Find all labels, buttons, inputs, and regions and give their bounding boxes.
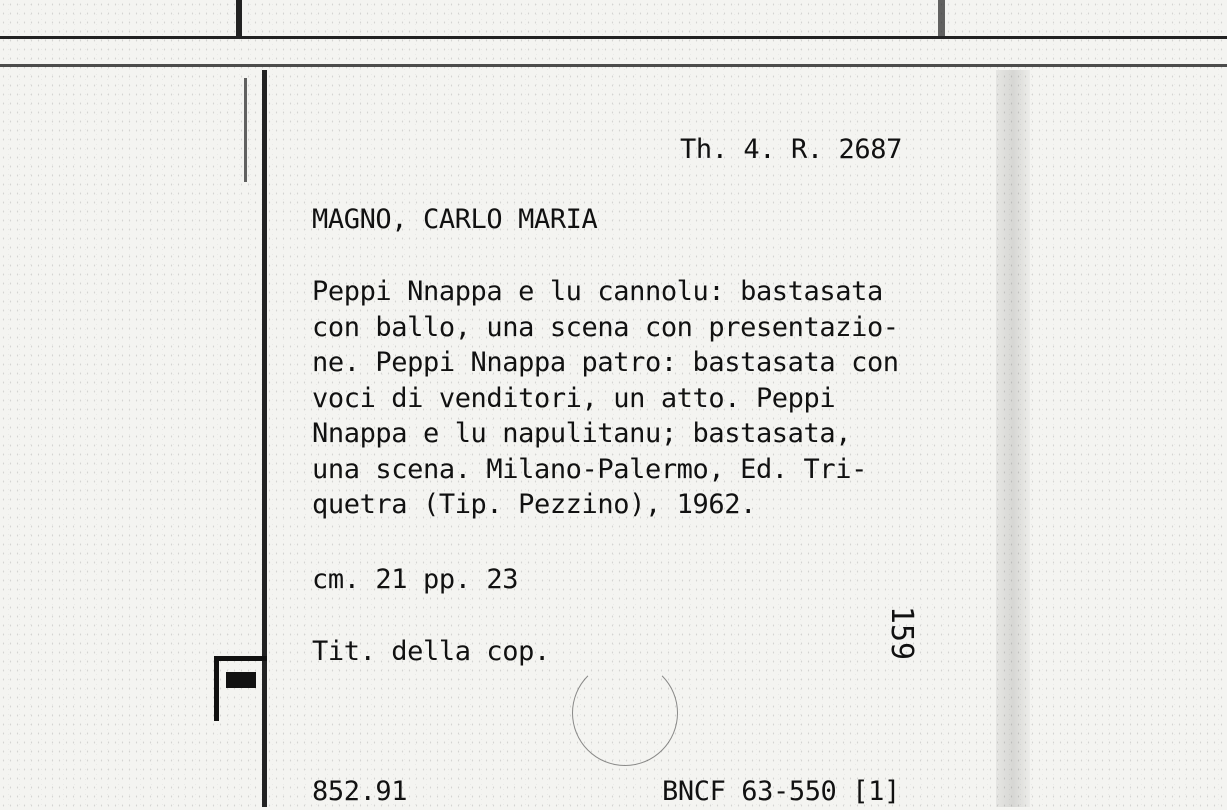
title-note: Tit. della cop. xyxy=(312,636,550,667)
stamp-number: 159 xyxy=(884,605,919,661)
card-clip-inner xyxy=(226,672,256,688)
top-rule-2 xyxy=(0,64,1227,67)
description-line: quetra (Tip. Pezzino), 1962. xyxy=(312,489,756,520)
description-line: una scena. Milano-Palermo, Ed. Tri- xyxy=(312,453,867,485)
classification-number: 852.91 xyxy=(312,776,408,807)
description-line: Peppi Nnappa e lu cannolu: bastasata xyxy=(312,276,883,307)
description-line: voci di venditori, un atto. Peppi xyxy=(312,382,836,414)
top-left-tick xyxy=(236,0,242,38)
description xyxy=(312,274,899,523)
bncf-number: BNCF 63-550 [1] xyxy=(662,776,900,807)
physical-description: cm. 21 pp. 23 xyxy=(312,564,519,595)
top-rule xyxy=(0,36,1227,39)
description-line: con ballo, una scena con presentazio- xyxy=(312,311,899,343)
call-number: Th. 4. R. 2687 xyxy=(680,134,902,165)
punch-hole xyxy=(572,660,678,766)
top-right-tick xyxy=(938,0,945,36)
card-clip xyxy=(214,656,267,721)
description-line: Nnappa e lu napulitanu; bastasata, xyxy=(312,418,852,449)
author-heading: MAGNO, CARLO MARIA xyxy=(312,204,598,235)
left-margin-rule-inner xyxy=(244,78,247,182)
card-right-edge xyxy=(996,70,1030,807)
description-line: ne. Peppi Nnappa patro: bastasata con xyxy=(312,347,899,378)
